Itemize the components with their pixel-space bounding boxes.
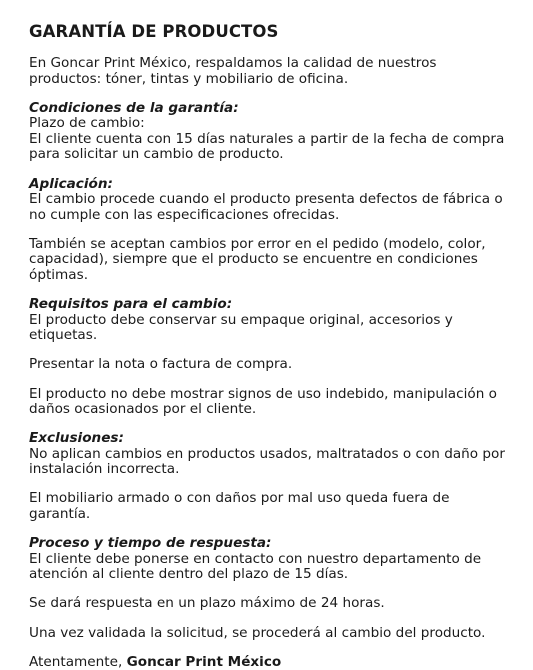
section-paragraph: Una vez validada la solicitud, se procederá al cambio del producto.: [29, 624, 486, 641]
section-paragraph: Plazo de cambio:: [29, 115, 145, 132]
section-application: [29, 177, 509, 284]
section-paragraph: Presentar la nota o factura de compra.: [29, 356, 293, 373]
section-paragraph: El cambio procede cuando el producto presenta defectos de fábrica o no cumple con las especificaciones ofrecidas.: [29, 191, 503, 223]
section-conditions: [29, 101, 509, 163]
section-paragraph: Se dará respuesta en un plazo máximo de 24 horas.: [29, 595, 385, 612]
section-paragraph: También se aceptan cambios por error en el pedido (modelo, color, capacidad), siempre que el producto se encuentre en condiciones óptimas.: [29, 235, 486, 284]
section-paragraph: No aplican cambios en productos usados, maltratados o con daño por instalación incorrecta.: [29, 445, 505, 478]
section-heading: Condiciones de la garantía:: [29, 99, 239, 116]
section-paragraph: El producto debe conservar su empaque original, accesorios y etiquetas.: [29, 311, 453, 344]
intro-paragraph: En Goncar Print México, respaldamos la calidad de nuestros productos: tóner, tintas y mobiliario de oficina.: [29, 55, 437, 87]
closing-prefix: Atentamente,: [29, 653, 127, 670]
section-paragraph: El mobiliario armado o con daños por mal uso queda fuera de garantía.: [29, 490, 450, 523]
section-heading: Proceso y tiempo de respuesta:: [29, 535, 272, 552]
closing-company: Goncar Print México: [126, 653, 282, 670]
section-paragraph: El cliente debe ponerse en contacto con nuestro departamento de atención al cliente dentro del plazo de 15 días.: [29, 550, 482, 583]
document-title: GARANTÍA DE PRODUCTOS: [29, 22, 279, 41]
section-process: [29, 536, 509, 641]
section-paragraph: El cliente cuenta con 15 días naturales a partir de la fecha de compra para solicitar un cambio de producto.: [29, 130, 505, 163]
section-heading: Aplicación:: [29, 175, 113, 192]
section-paragraph: El producto no debe mostrar signos de uso indebido, manipulación o daños ocasionados por el cliente.: [29, 385, 497, 418]
section-requirements: [29, 297, 509, 418]
section-exclusions: [29, 431, 509, 522]
section-heading: Exclusiones:: [29, 430, 124, 447]
closing-line: [29, 655, 509, 670]
section-heading: Requisitos para el cambio:: [29, 296, 233, 313]
